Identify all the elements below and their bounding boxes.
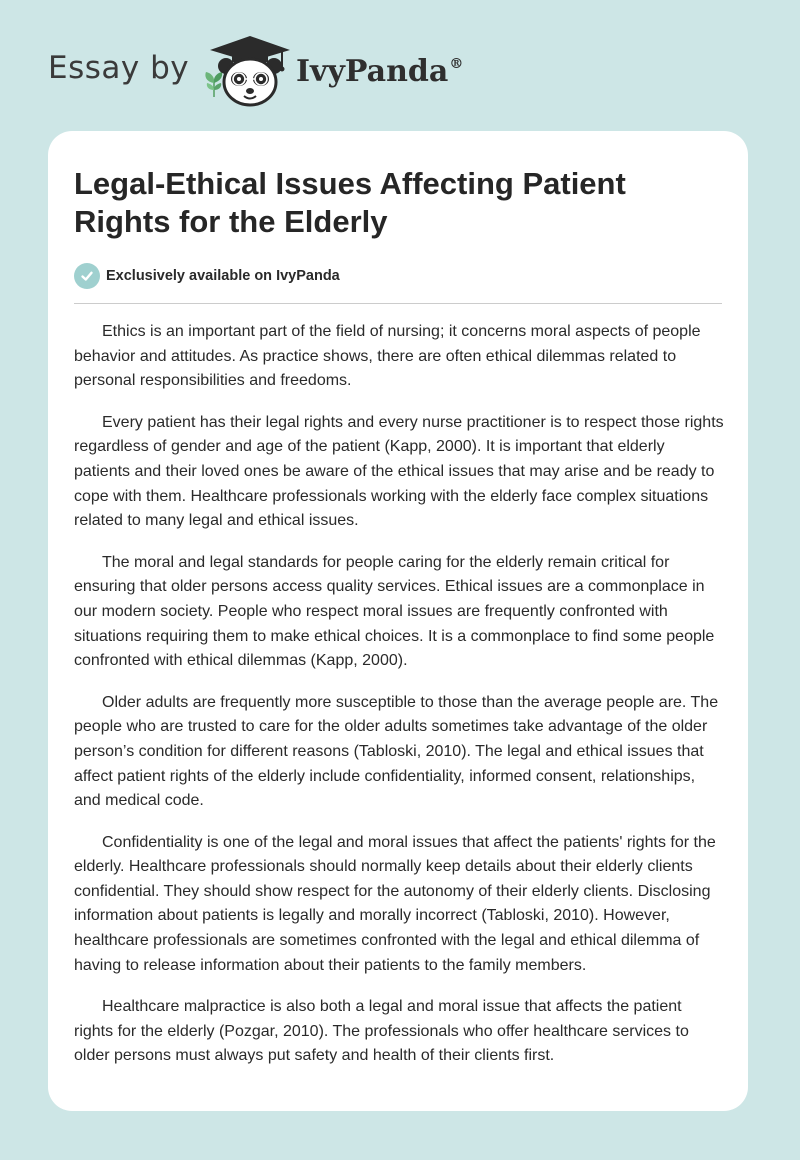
article-body: [74, 320, 724, 1086]
paragraph: Healthcare malpractice is also both a legal and moral issue that affects the patient rights for the elderly (Pozgar, 2010). The professionals who offer healthcare services to older persons must always put safety and health of their clients first.: [74, 998, 689, 1065]
exclusive-label: Exclusively available on IvyPanda: [106, 268, 340, 284]
paragraph: Confidentiality is one of the legal and moral issues that affect the patients' rights for the elderly. Healthcare professionals should normally keep details about their elderly clients confidential. They should show respect for the autonomy of their elderly clients. Disclosing information about patients is legally and morally incorrect (Tabloski, 2010). However, healthcare professionals are sometimes confronted with the legal and ethical dilemma of having to release information about their patients to the family members.: [74, 833, 716, 974]
brand-name[interactable]: IvyPanda®: [296, 54, 464, 89]
article-card: [48, 131, 748, 1111]
check-circle-icon: [74, 263, 100, 289]
essay-by-label: Essay by: [48, 50, 190, 86]
article-title: Legal-Ethical Issues Affecting Patient Rights for the Elderly: [74, 166, 626, 239]
divider: [74, 303, 722, 304]
paragraph: Older adults are frequently more susceptible to those than the average people are. The people who are trusted to care for the older adults sometimes take advantage of the older person’s condition for different reasons (Tabloski, 2010). The legal and ethical issues that affect patient rights of the elderly include confidentiality, informed consent, relationships, and medical code.: [74, 693, 719, 810]
site-header: [0, 0, 800, 120]
paragraph: The moral and legal standards for people caring for the elderly remain critical for ensuring that older persons access quality services. Ethical issues are a commonplace in our modern society. People who respect moral issues are frequently confronted with situations requiring them to make ethical choices. It is a commonplace to find some people confronted with ethical dilemmas (Kapp, 2000).: [74, 553, 715, 670]
registered-mark: ®: [449, 56, 464, 72]
paragraph: Every patient has their legal rights and every nurse practitioner is to respect those rights regardless of gender and age of the patient (Kapp, 2000). It is important that elderly patients and their loved ones be aware of the ethical issues that may arise and be ready to cope with them. Healthcare professionals working with the elderly face complex situations related to many legal and ethical issues.: [74, 413, 724, 530]
exclusive-badge: [74, 263, 340, 289]
panda-graduate-icon: [208, 34, 292, 108]
paragraph: Ethics is an important part of the field of nursing; it concerns moral aspects of people behavior and attitudes. As practice shows, there are often ethical dilemmas related to personal responsibilities and freedoms.: [74, 323, 701, 390]
